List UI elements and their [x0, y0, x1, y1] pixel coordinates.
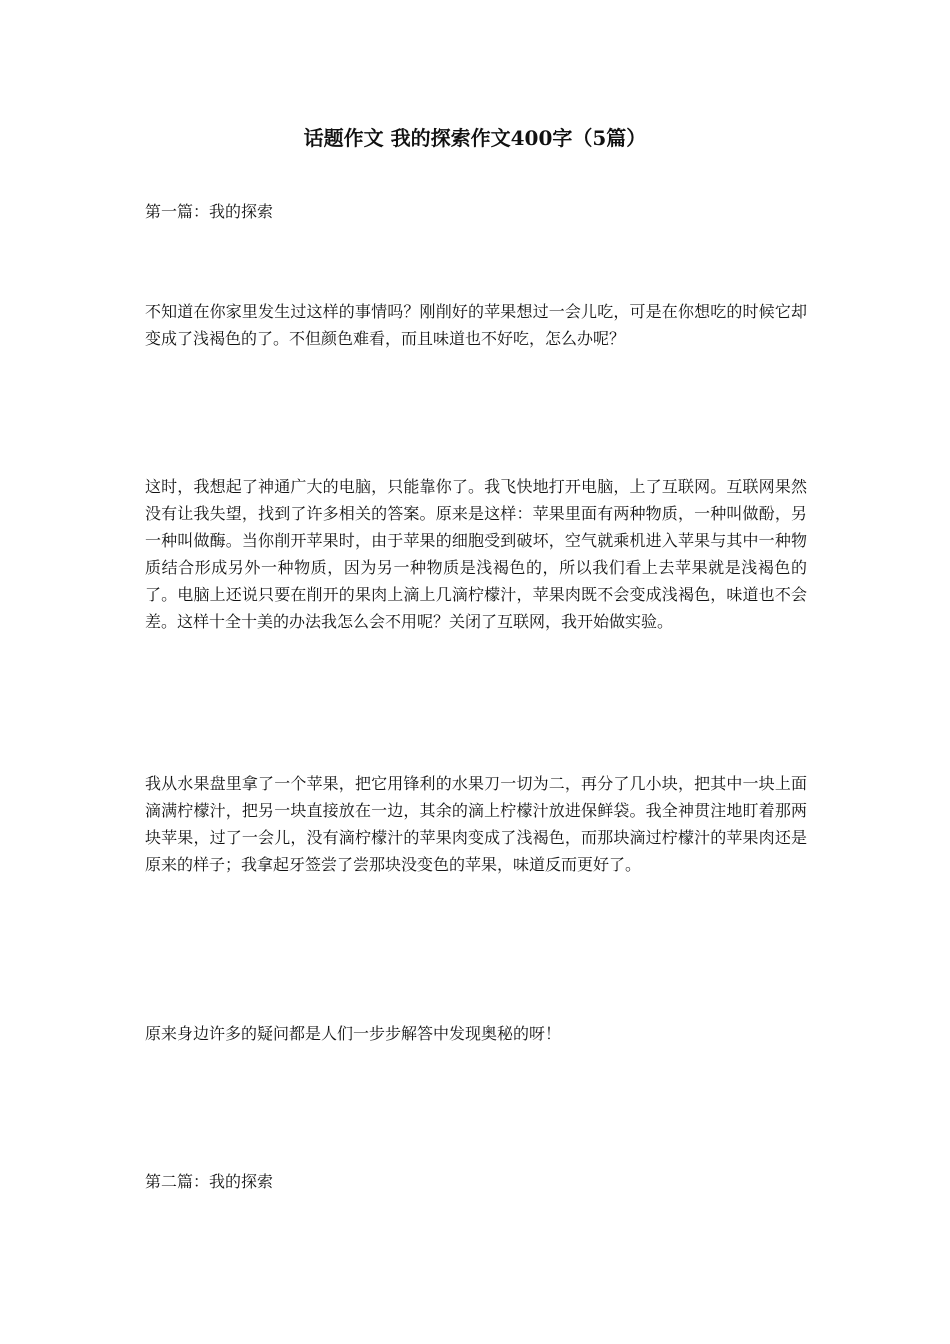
paragraph-1: 不知道在你家里发生过这样的事情吗？刚削好的苹果想过一会儿吃，可是在你想吃的时候它却变成了浅褐色的了。不但颜色难看，而且味道也不好吃，怎么办呢？	[145, 302, 807, 348]
section-heading-2: 第二篇：我的探索	[145, 1172, 274, 1191]
paragraph-2: 这时，我想起了神通广大的电脑，只能靠你了。我飞快地打开电脑，上了互联网。互联网果然没有让我失望，找到了许多相关的答案。原来是这样：苹果里面有两种物质，一种叫做酚，另一种叫做酶。当你削开苹果时，由于苹果的细胞受到破坏，空气就乘机进入苹果与其中一种物质结合形成另外一种物质，因为另一种物质是浅褐色的，所以我们看上去苹果就是浅褐色的了。电脑上还说只要在削开的果肉上滴上几滴柠檬汁，苹果肉既不会变成浅褐色，味道也不会差。这样十全十美的办法我怎么会不用呢？关闭了互联网，我开始做实验。	[145, 477, 807, 631]
paragraph-4: 原来身边许多的疑问都是人们一步步解答中发现奥秘的呀！	[145, 1024, 562, 1043]
paragraph-3: 我从水果盘里拿了一个苹果，把它用锋利的水果刀一切为二，再分了几小块，把其中一块上面滴满柠檬汁，把另一块直接放在一边，其余的滴上柠檬汁放进保鲜袋。我全神贯注地盯着那两块苹果，过了一会儿，没有滴柠檬汁的苹果肉变成了浅褐色，而那块滴过柠檬汁的苹果肉还是原来的样子；我拿起牙签尝了尝那块没变色的苹果，味道反而更好了。	[145, 774, 807, 874]
document-title: 话题作文 我的探索作文400字（5篇）	[303, 126, 647, 150]
section-heading-1: 第一篇：我的探索	[145, 202, 274, 221]
